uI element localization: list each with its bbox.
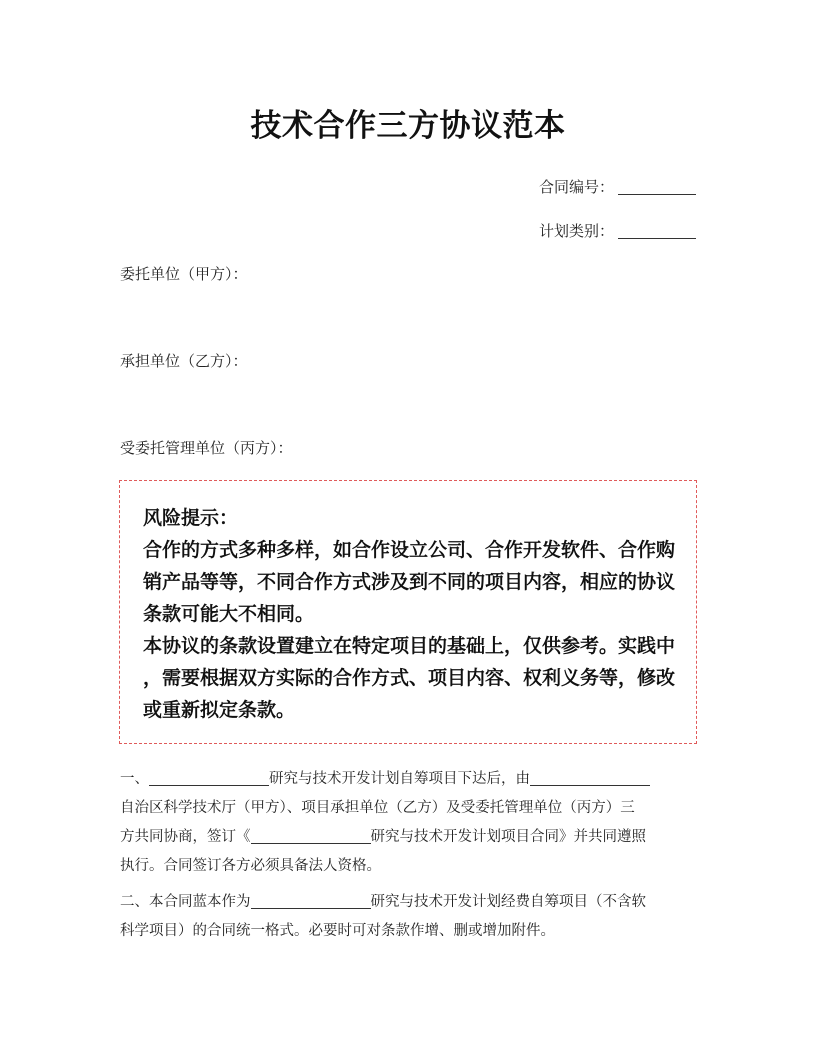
- risk-notice-heading: 风险提示：: [143, 507, 239, 529]
- clause-one: [120, 765, 700, 881]
- fill-in-blank: [149, 769, 269, 786]
- risk-notice-line: 条款可能大不相同。: [143, 603, 315, 625]
- contract-number-field: [539, 176, 696, 197]
- risk-notice-box: [119, 480, 697, 744]
- plan-category-label: 计划类别：: [538, 222, 614, 240]
- clause-two-text: 研究与技术开发计划经费自筹项目（不含软: [370, 894, 646, 910]
- clause-one-line-3: [120, 823, 700, 852]
- fill-in-blank: [251, 892, 371, 909]
- clause-one-text: 方共同协商，签订《: [120, 829, 251, 845]
- party-c-label: 受委托管理单位（丙方）：: [120, 439, 293, 457]
- risk-notice-line: ，需要根据双方实际的合作方式、项目内容、权利义务等，修改: [143, 667, 676, 689]
- contract-number-label: 合同编号：: [538, 178, 614, 196]
- plan-category-field: [539, 220, 696, 241]
- clause-one-line-1: [120, 765, 700, 794]
- risk-notice-line: 合作的方式多种多样，如合作设立公司、合作开发软件、合作购: [143, 539, 676, 561]
- clause-two-line-1: [120, 888, 700, 917]
- clause-one-prefix: 一、: [120, 771, 149, 787]
- clause-one-line-2: 自治区科学技术厅（甲方）、项目承担单位（乙方）及受委托管理单位（丙方）三: [120, 800, 635, 816]
- clause-two: [120, 888, 700, 946]
- risk-notice-line: 销产品等等，不同合作方式涉及到不同的项目内容，相应的协议: [143, 571, 676, 593]
- clause-two-line-2: 科学项目）的合同统一格式。必要时可对条款作增、删或增加附件。: [120, 923, 555, 939]
- contract-number-blank: [618, 178, 696, 195]
- plan-category-blank: [618, 222, 696, 239]
- page-title: 技术合作三方协议范本: [250, 108, 566, 144]
- party-b-label: 承担单位（乙方）：: [120, 352, 248, 370]
- clause-one-text: 研究与技术开发计划自筹项目下达后，由: [269, 771, 530, 787]
- clause-one-text: 研究与技术开发计划项目合同》并共同遵照: [370, 829, 646, 845]
- fill-in-blank: [251, 827, 371, 844]
- fill-in-blank: [530, 769, 650, 786]
- clause-two-text: 二、本合同蓝本作为: [120, 894, 251, 910]
- risk-notice-line: 或重新拟定条款。: [143, 699, 296, 721]
- risk-notice-line: 本协议的条款设置建立在特定项目的基础上，仅供参考。实践中: [143, 635, 676, 657]
- clause-one-line-4: 执行。合同签订各方必须具备法人资格。: [120, 858, 381, 874]
- party-a-label: 委托单位（甲方）：: [120, 265, 248, 283]
